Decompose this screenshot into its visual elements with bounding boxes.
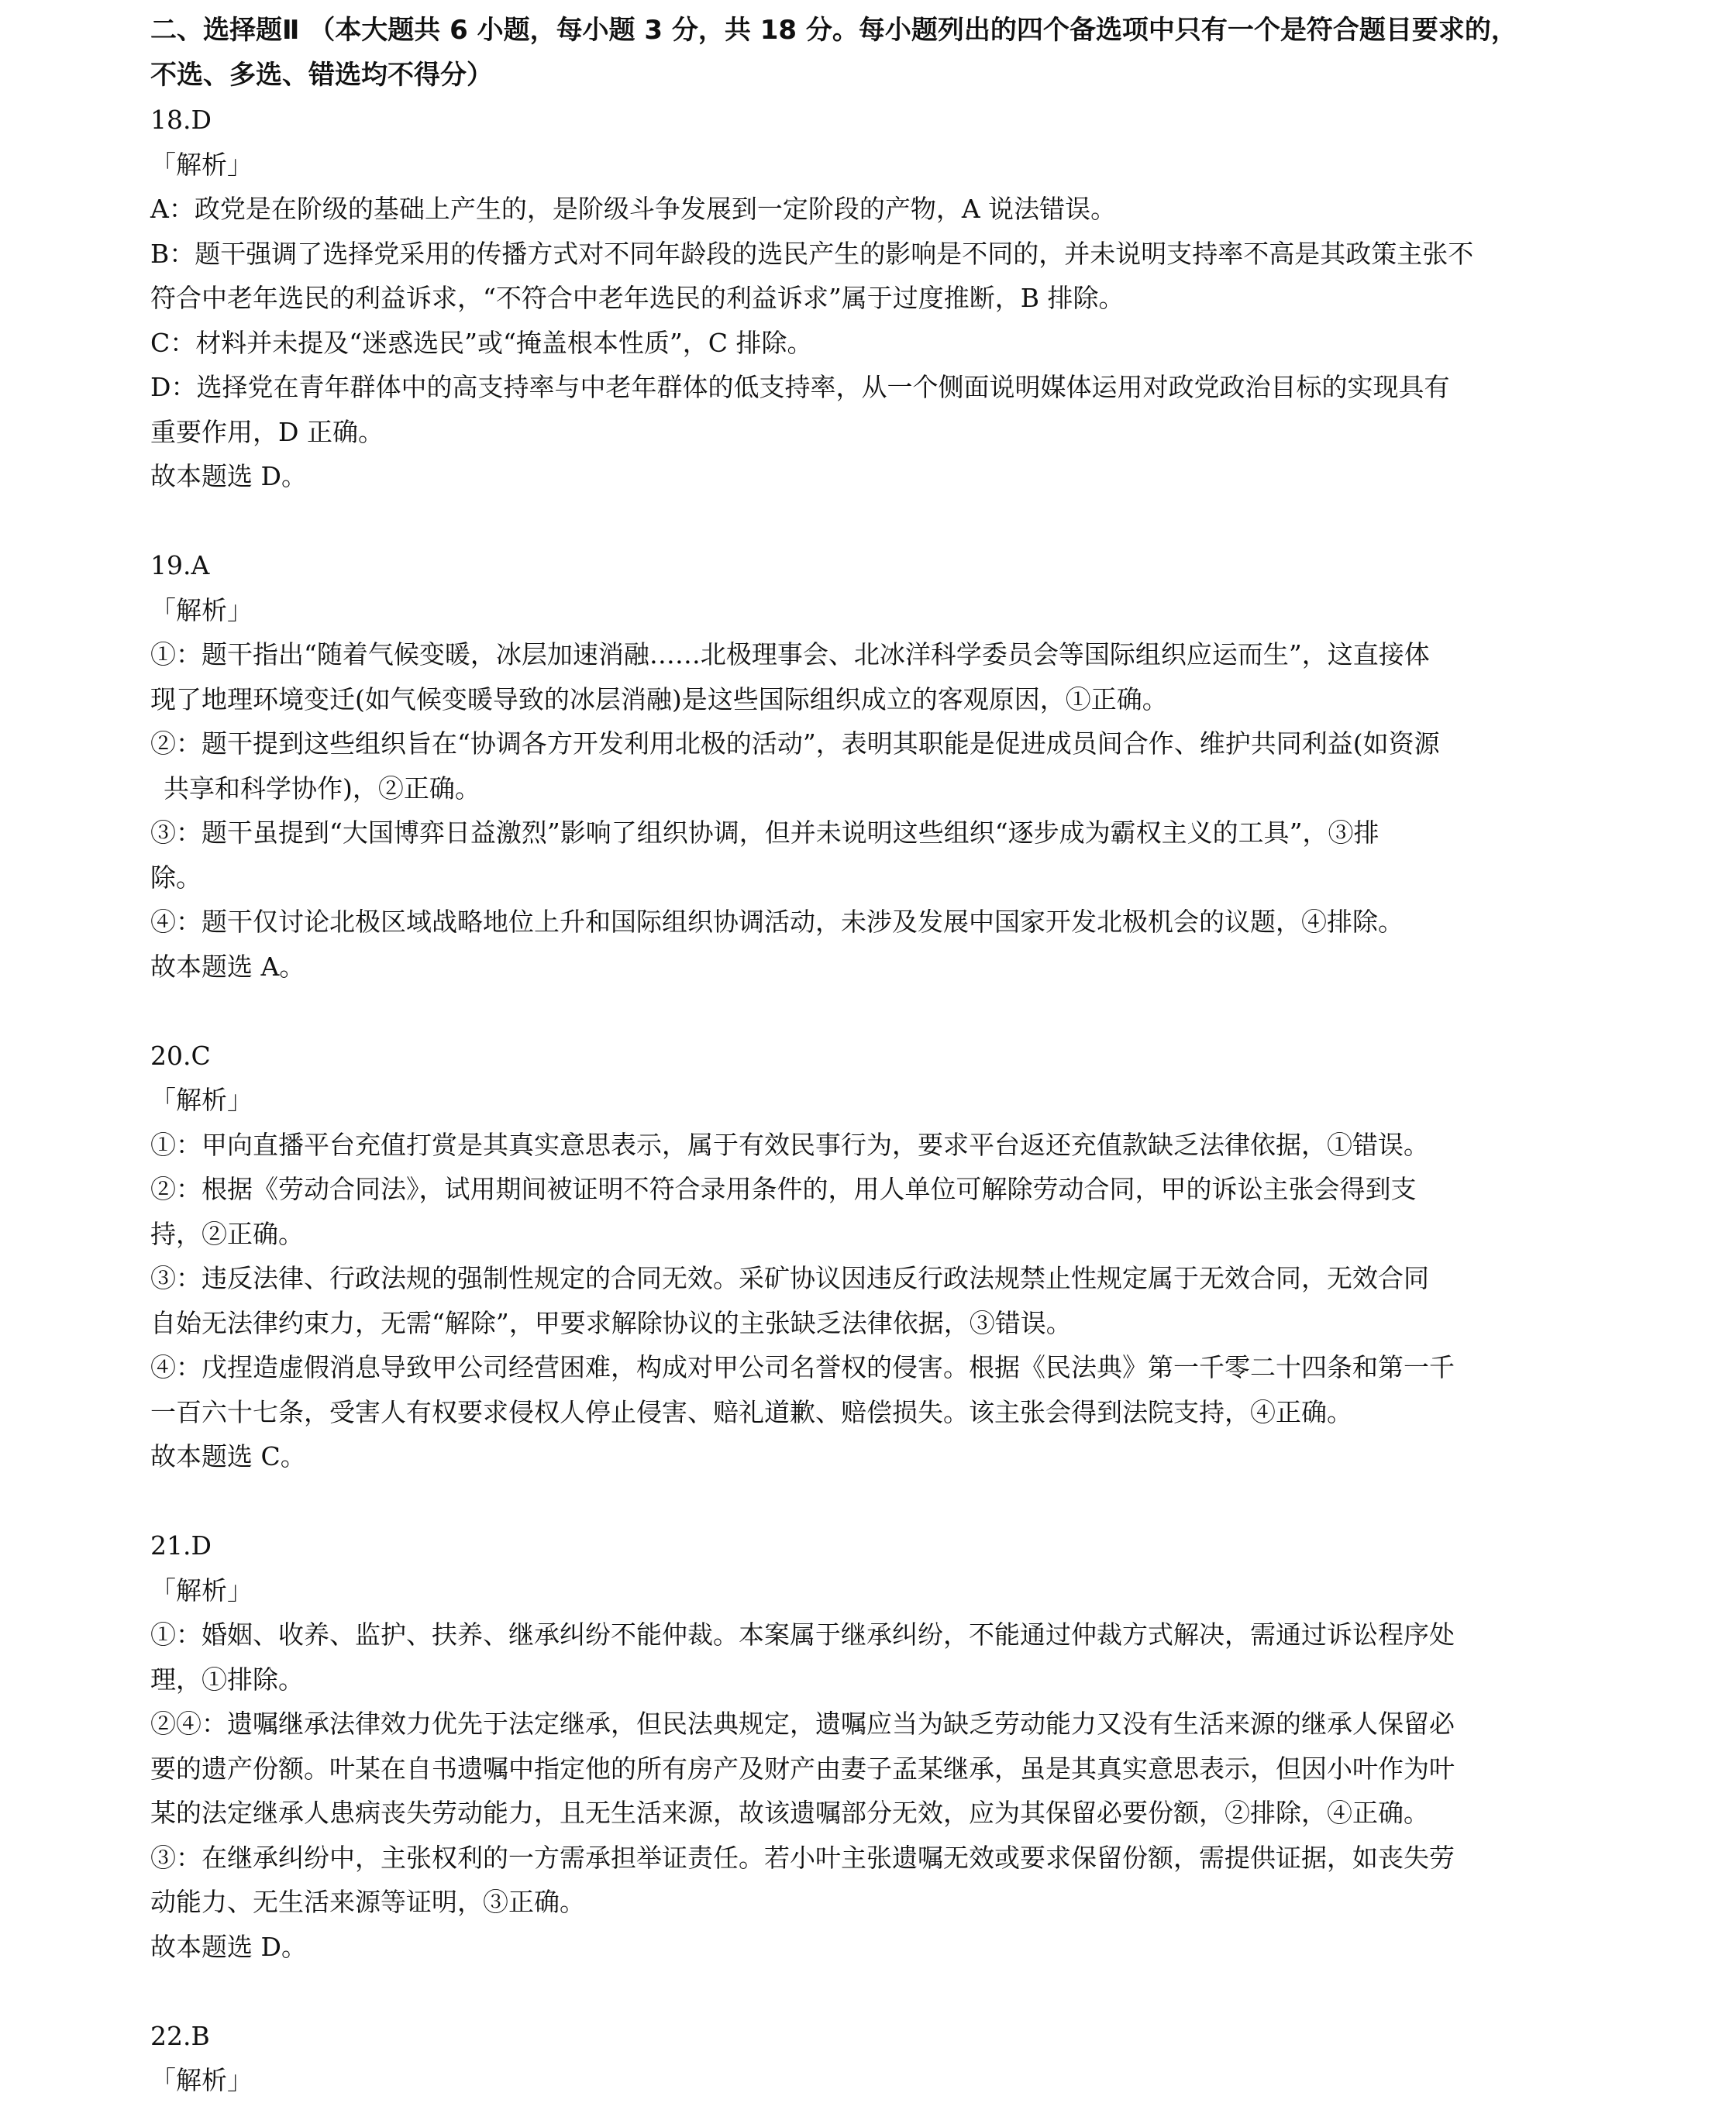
analysis-line: ①：题干指出“随着气候变暖，冰层加速消融……北极理事会、北冰洋科学委员会等国际组织应运而生”，这直接体 <box>150 639 1430 669</box>
analysis-line: 共享和科学协作)，②正确。 <box>164 773 480 804</box>
spacer <box>150 1969 1607 2014</box>
section-heading-line-2: 不选、多选、错选均不得分） <box>150 60 493 91</box>
analysis-line: ④：戊捏造虚假消息导致甲公司经营困难，构成对甲公司名誉权的侵害。根据《民法典》第一千零二十四条和第一千 <box>150 1352 1455 1382</box>
answer-label: 19.A <box>150 550 210 580</box>
analysis-line: 持，②正确。 <box>150 1218 304 1249</box>
conclusion-line: 故本题选 D。 <box>150 1931 307 1962</box>
document-page <box>150 8 1607 2103</box>
analysis-label: 「解析」 <box>150 1575 253 1606</box>
analysis-line: 重要作用，D 正确。 <box>150 416 384 447</box>
spacer <box>150 1479 1607 1524</box>
analysis-line: 某的法定继承人患病丧失劳动能力，且无生活来源，故该遗嘱部分无效，应为其保留必要份额，②排除，④正确。 <box>150 1798 1429 1828</box>
analysis-line: 要的遗产份额。叶某在自书遗嘱中指定他的所有房产及财产由妻子孟某继承，虽是其真实意思表示，但因小叶作为叶 <box>150 1753 1455 1784</box>
analysis-line: ③：在继承纠纷中，主张权利的一方需承担举证责任。若小叶主张遗嘱无效或要求保留份额，需提供证据，如丧失劳 <box>150 1842 1455 1873</box>
question-22 <box>150 2014 1607 2103</box>
analysis-label: 「解析」 <box>150 2065 253 2095</box>
answer-label: 21.D <box>150 1530 212 1561</box>
analysis-line: 一百六十七条，受害人有权要求侵权人停止侵害、赔礼道歉、赔偿损失。该主张会得到法院支持，④正确。 <box>150 1396 1352 1427</box>
question-20 <box>150 1034 1607 1479</box>
analysis-label: 「解析」 <box>150 594 253 625</box>
analysis-line: D：选择党在青年群体中的高支持率与中老年群体的低支持率，从一个侧面说明媒体运用对政党政治目标的实现具有 <box>150 372 1450 402</box>
answer-label: 18.D <box>150 105 212 135</box>
analysis-line: ②④：遗嘱继承法律效力优先于法定继承，但民法典规定，遗嘱应当为缺乏劳动能力又没有生活来源的继承人保留必 <box>150 1709 1455 1739</box>
analysis-line: 除。 <box>150 862 202 893</box>
analysis-line: ③：违反法律、行政法规的强制性规定的合同无效。采矿协议因违反行政法规禁止性规定属于无效合同，无效合同 <box>150 1263 1429 1293</box>
spacer <box>150 989 1607 1034</box>
analysis-label: 「解析」 <box>150 149 253 180</box>
analysis-line: 自始无法律约束力，无需“解除”，甲要求解除协议的主张缺乏法律依据，③错误。 <box>150 1307 1072 1338</box>
analysis-line: ③：题干虽提到“大国博弈日益激烈”影响了组织协调，但并未说明这些组织“逐步成为霸权主义的工具”，③排 <box>150 817 1380 848</box>
question-18 <box>150 98 1607 499</box>
conclusion-line: 故本题选 C。 <box>150 1441 306 1471</box>
spacer <box>150 499 1607 544</box>
analysis-line: 理，①排除。 <box>150 1664 304 1695</box>
analysis-line: B：题干强调了选择党采用的传播方式对不同年龄段的选民产生的影响是不同的，并未说明支持率不高是其政策主张不 <box>150 238 1474 269</box>
analysis-line: 现了地理环境变迁(如气候变暖导致的冰层消融)是这些国际组织成立的客观原因，①正确。 <box>150 683 1168 714</box>
analysis-line: ①：甲向直播平台充值打赏是其真实意思表示，属于有效民事行为，要求平台返还充值款缺乏法律依据，①错误。 <box>150 1129 1429 1160</box>
analysis-label: 「解析」 <box>150 1085 253 1115</box>
analysis-line: ②：题干提到这些组织旨在“协调各方开发利用北极的活动”，表明其职能是促进成员间合作、维护共同利益(如资源 <box>150 728 1440 759</box>
question-19 <box>150 543 1607 989</box>
section-heading-line-1: 二、选择题Ⅱ （本大题共 6 小题，每小题 3 分，共 18 分。每小题列出的四个备选项中只有一个是符合题目要求的， <box>150 15 1517 46</box>
analysis-line: 符合中老年选民的利益诉求，“不符合中老年选民的利益诉求”属于过度推断，B 排除。 <box>150 283 1125 313</box>
analysis-line: 动能力、无生活来源等证明，③正确。 <box>150 1887 585 1917</box>
analysis-line: ②：根据《劳动合同法》，试用期间被证明不符合录用条件的，用人单位可解除劳动合同，甲的诉讼主张会得到支 <box>150 1174 1417 1204</box>
answer-label: 20.C <box>150 1040 211 1071</box>
analysis-line: C：材料并未提及“迷惑选民”或“掩盖根本性质”，C 排除。 <box>150 327 813 358</box>
question-21 <box>150 1523 1607 1969</box>
conclusion-line: 故本题选 D。 <box>150 461 307 491</box>
analysis-line: A：政党是在阶级的基础上产生的，是阶级斗争发展到一定阶段的产物，A 说法错误。 <box>150 194 1117 224</box>
analysis-line: ①：婚姻、收养、监护、扶养、继承纠纷不能仲裁。本案属于继承纠纷，不能通过仲裁方式解决，需通过诉讼程序处 <box>150 1619 1455 1650</box>
analysis-line: ④：题干仅讨论北极区域战略地位上升和国际组织协调活动，未涉及发展中国家开发北极机会的议题，④排除。 <box>150 907 1404 937</box>
conclusion-line: 故本题选 A。 <box>150 951 305 982</box>
answer-label: 22.B <box>150 2020 210 2051</box>
